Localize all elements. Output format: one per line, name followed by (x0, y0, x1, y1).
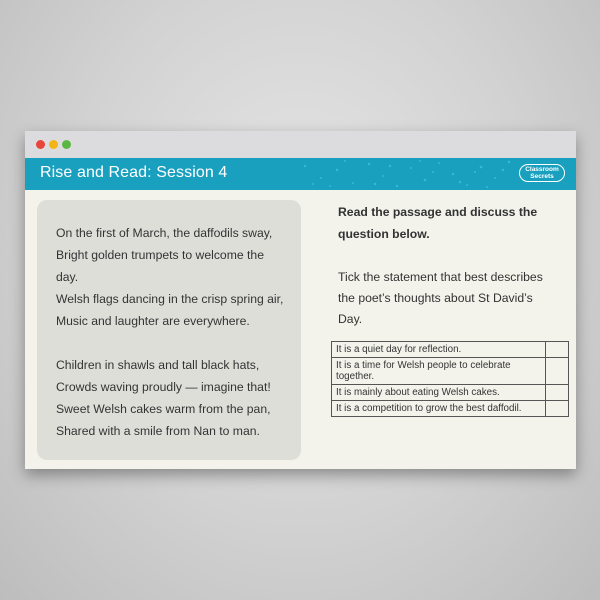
poem-text (56, 222, 283, 442)
table-row (332, 342, 569, 358)
stanza-gap (56, 332, 283, 354)
poem-line: Children in shawls and tall black hats, (56, 358, 260, 372)
choice-text: It is a time for Welsh people to celebrate together. (332, 358, 546, 385)
poem-line: Bright golden trumpets to welcome the (56, 248, 264, 262)
poem-line: Shared with a smile from Nan to man. (56, 424, 260, 438)
poem-line: On the first of March, the daffodils sway, (56, 226, 273, 240)
table-row (332, 358, 569, 385)
choice-text: It is a quiet day for reflection. (332, 342, 546, 358)
poem-line: Sweet Welsh cakes warm from the pan, (56, 402, 271, 416)
tick-box[interactable] (546, 358, 569, 385)
table-row (332, 385, 569, 401)
choice-text: It is mainly about eating Welsh cakes. (332, 385, 546, 401)
classroom-secrets-logo (519, 164, 565, 182)
question-panel (338, 201, 558, 330)
poem-line: Crowds waving proudly — imagine that! (56, 380, 271, 394)
slide-title: Rise and Read: Session 4 (40, 164, 228, 181)
maximize-window-button[interactable] (62, 140, 71, 149)
table-row (332, 401, 569, 417)
tick-box[interactable] (546, 342, 569, 358)
tick-box[interactable] (546, 385, 569, 401)
instruction-text: Read the passage and discuss the question below. (338, 205, 538, 241)
poem-line: day. (56, 270, 79, 284)
minimize-window-button[interactable] (49, 140, 58, 149)
poem-panel (37, 200, 301, 460)
close-window-button[interactable] (36, 140, 45, 149)
choice-text: It is a competition to grow the best daffodil. (332, 401, 546, 417)
logo-line-2: Secrets (530, 173, 554, 180)
answer-choices-table (331, 341, 569, 417)
title-bar (25, 158, 576, 190)
poem-line: Welsh flags dancing in the crisp spring air, (56, 292, 284, 306)
poem-line: Music and laughter are everywhere. (56, 314, 250, 328)
tick-box[interactable] (546, 401, 569, 417)
question-text: Tick the statement that best describes the poet’s thoughts about St David’s Day. (338, 270, 543, 326)
slide-window (25, 131, 576, 469)
window-chrome (25, 131, 576, 158)
logo-line-1: Classroom (525, 166, 559, 173)
